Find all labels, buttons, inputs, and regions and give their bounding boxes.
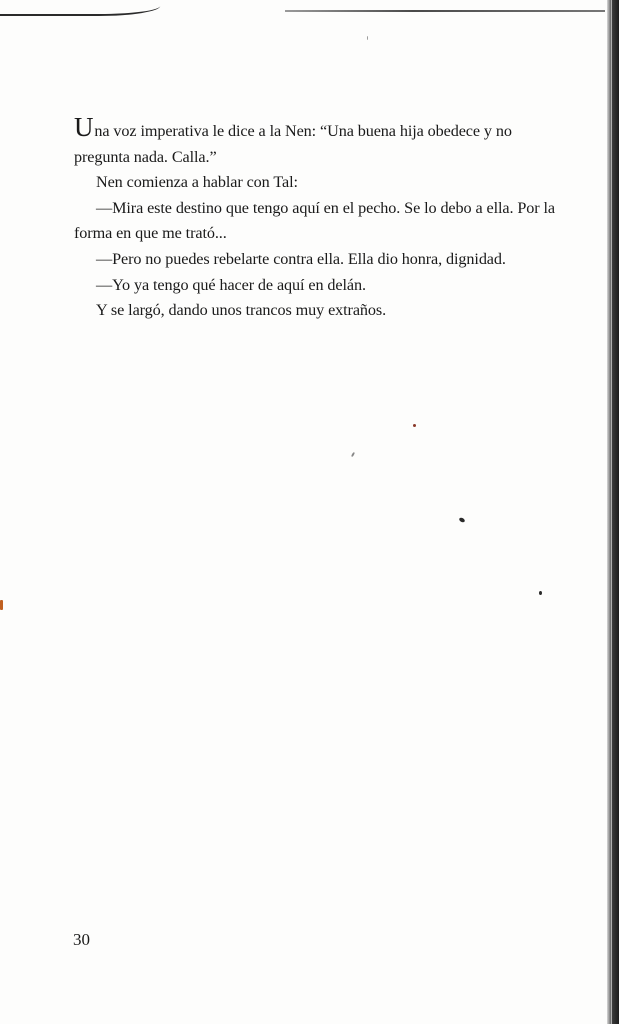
scan-speck — [367, 36, 368, 40]
scan-speck — [539, 591, 542, 595]
opening-text: na voz imperativa le dice a la Nen: “Una buena hija obedece y no pregunta nada. Calla.” — [74, 122, 512, 166]
scan-page-edge — [607, 0, 619, 1024]
dialogue-line: —Pero no puedes rebelarte contra ella. Ella dio honra, dignidad. — [96, 249, 506, 268]
dialogue-line: —Yo ya tengo qué hacer de aquí en delán. — [96, 275, 366, 294]
page-number: 30 — [73, 930, 90, 949]
initial-letter: U — [74, 112, 94, 142]
body-text — [74, 112, 562, 324]
dialogue-line: —Mira este destino que tengo aquí en el pecho. Se lo debo a ella. Por la forma en que me trató... — [74, 198, 555, 243]
paragraph: Nen comienza a hablar con Tal: — [96, 173, 298, 192]
scan-speck — [458, 517, 465, 523]
paragraph: Y se largó, dando unos trancos muy extraños. — [96, 301, 387, 320]
scan-edge-mark — [0, 0, 161, 16]
scan-edge-line — [285, 10, 605, 12]
opening-paragraph — [74, 112, 562, 170]
scan-speck — [413, 424, 416, 427]
scan-speck — [351, 452, 355, 457]
scan-speck — [0, 600, 3, 610]
